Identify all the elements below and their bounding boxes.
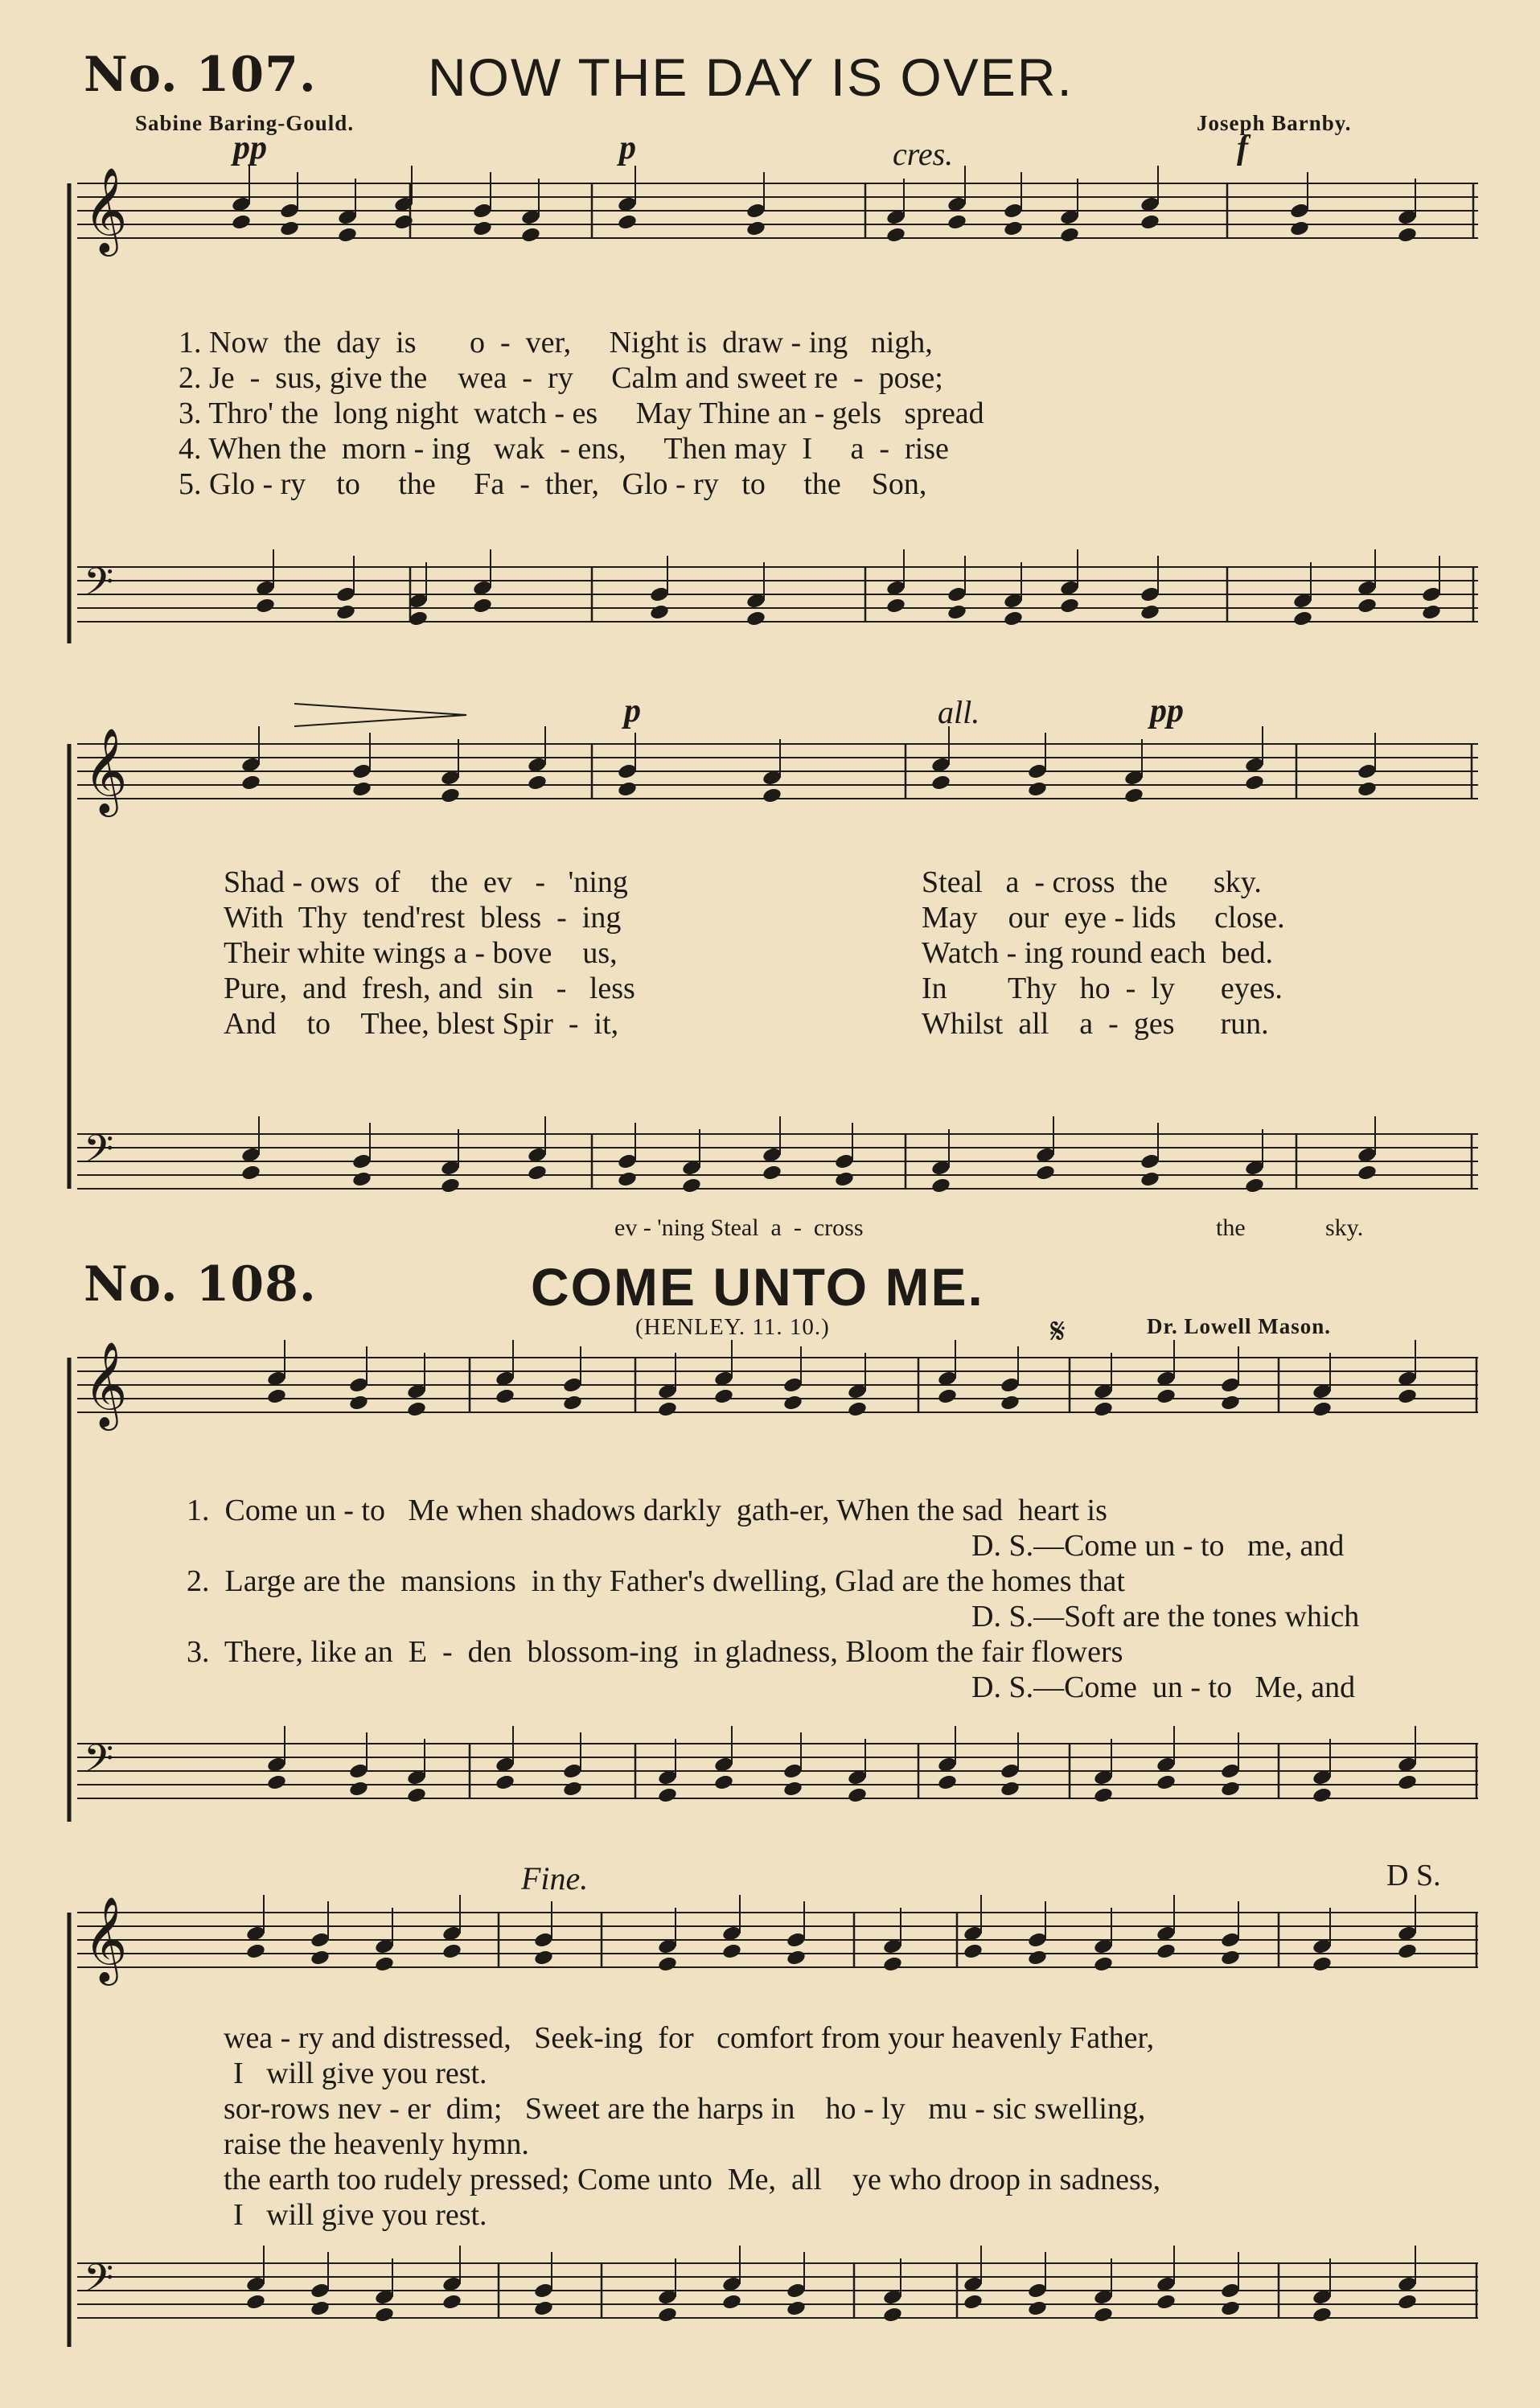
staff-108-2-treble-note <box>1220 1949 1241 1966</box>
staff-108-2-bass-note <box>245 2293 266 2311</box>
staff-108-2-treble-note <box>963 1942 984 1960</box>
staff-108-1-treble-note <box>562 1394 583 1412</box>
staff-108-1-treble-note <box>266 1387 287 1405</box>
staff-107-1-bass-note <box>745 610 766 627</box>
staff-107-1-bass-note <box>649 603 670 621</box>
staff-108-2-bass-note <box>1156 2293 1177 2311</box>
staff-108-2-treble-note <box>1093 1955 1114 1973</box>
staff-108-1-bass-note <box>1093 1786 1114 1804</box>
staff-108-2-bass-note <box>786 2299 807 2317</box>
staff-108-2-treble-note <box>1397 1942 1418 1960</box>
staff-107-1-bass-note <box>885 597 906 614</box>
ds-marking: D S. <box>1386 1859 1441 1892</box>
staff-108-2-bass-note <box>721 2293 742 2311</box>
staff-108-2-bass-note <box>882 2306 903 2324</box>
staff-108-1-bass-note <box>1156 1773 1177 1791</box>
dynamic-p2: p <box>624 692 641 729</box>
staff-108-2-bass-note <box>374 2306 395 2324</box>
bass-clef-icon: 𝄢 <box>84 1736 114 1790</box>
hymn-title-108: COME UNTO ME. <box>531 1257 984 1317</box>
staff-108-1-bass-note <box>782 1780 803 1798</box>
staff-108-1-bass-note <box>937 1773 958 1791</box>
hymn-number-108: No. 108. <box>84 1256 317 1313</box>
bass-word-the: the <box>1216 1214 1246 1241</box>
lyricist-107: Sabine Baring-Gould. <box>135 111 355 135</box>
staff-107-2-bass-note <box>240 1164 261 1181</box>
ds-line: D. S.—Come un - to me, and <box>971 1529 1345 1563</box>
staff-107-1-bass-note <box>1292 610 1313 627</box>
verse-line: Watch - ing round each bed. <box>922 936 1273 970</box>
staff-107-2-treble-note <box>440 787 461 804</box>
staff-108-2-treble-note <box>786 1949 807 1966</box>
verse-line: 5. Glo - ry to the Fa - ther, Glo - ry to the Son, <box>179 467 927 501</box>
verse-line: 3. Thro' the long night watch - es May Thine an - gels spread <box>179 397 984 430</box>
verse-line: 2. Je - sus, give the wea - ry Calm and sweet re - pose; <box>179 361 943 395</box>
staff-107-1-treble-note <box>885 226 906 244</box>
treble-clef-icon: 𝄞 <box>84 1341 128 1427</box>
staff-108-2-bass-note <box>657 2306 678 2324</box>
staff-108-2-bass-note <box>1397 2293 1418 2311</box>
staff-107-1-treble-note <box>520 226 541 244</box>
composer-107: Joseph Barnby. <box>1197 111 1352 135</box>
staff-107-2-treble-note <box>351 780 372 798</box>
staff-107-1-treble-note <box>337 226 358 244</box>
staff-107-2-treble-note <box>1244 774 1265 791</box>
verse-line: Steal a - cross the sky. <box>922 865 1262 899</box>
staff-108-1-treble-note <box>1312 1400 1333 1418</box>
staff-108-1-bass-note <box>1220 1780 1241 1798</box>
bass-clef-icon: 𝄢 <box>84 559 114 614</box>
dynamic-pp2: pp <box>1150 692 1184 729</box>
staff-108-2-treble-note <box>721 1942 742 1960</box>
verse-line: In Thy ho - ly eyes. <box>922 972 1283 1005</box>
staff-108-1-treble-note <box>1156 1387 1177 1405</box>
dynamic-f: f <box>1237 129 1248 166</box>
staff-107-2-bass-note <box>527 1164 548 1181</box>
staff-107-1-bass-note <box>1357 597 1378 614</box>
verse-line: 3. There, like an E - den blossom-ing in gladness, Bloom the fair flowers <box>187 1635 1123 1669</box>
staff-108-1-treble-note <box>1220 1394 1241 1412</box>
staff-107-2-treble-note <box>240 774 261 791</box>
ds-line: D. S.—Soft are the tones which <box>971 1600 1360 1633</box>
staff-108-1-bass-note <box>847 1786 868 1804</box>
verse-line: And to Thee, blest Spir - it, <box>224 1007 619 1041</box>
verse-line: Whilst all a - ges run. <box>922 1007 1269 1041</box>
composer-108: Dr. Lowell Mason. <box>1147 1314 1332 1338</box>
treble-clef-icon: 𝄞 <box>84 166 128 253</box>
staff-107-2-treble-note <box>1357 780 1378 798</box>
staff-108-1-bass-note <box>1000 1780 1021 1798</box>
bass-word-sky: sky. <box>1325 1214 1364 1241</box>
bass-words: ev - 'ning Steal a - cross <box>614 1214 864 1241</box>
dynamic-cres: cres. <box>893 136 954 172</box>
staff-107-2-bass-note <box>930 1177 951 1194</box>
staff-107-1-bass-note <box>1003 610 1024 627</box>
staff-108-2-treble-note <box>882 1955 903 1973</box>
staff-107-2-treble-note <box>930 774 951 791</box>
dynamic-p: p <box>619 129 636 166</box>
bass-clef-icon: 𝄢 <box>84 2255 114 2310</box>
hymn-title-107: NOW THE DAY IS OVER. <box>428 47 1074 107</box>
staff-108-1-bass-note <box>348 1780 369 1798</box>
verse-line: I will give you rest. <box>233 2198 487 2232</box>
staff-108-2-bass-note <box>310 2299 331 2317</box>
staff-107-1-treble-note <box>947 213 967 231</box>
staff-107-1-bass-note <box>947 603 967 621</box>
verse-line: May our eye - lids close. <box>922 901 1285 935</box>
staff-107-2-treble-note <box>762 787 782 804</box>
staff-108-2-bass-note <box>1093 2306 1114 2324</box>
staff-107-1-treble-note <box>1059 226 1080 244</box>
staff-107-1-treble-note <box>279 220 300 237</box>
hymn-number-107: No. 107. <box>84 47 317 103</box>
staff-107-2-bass-note <box>617 1170 638 1188</box>
staff-107-1-bass-note <box>472 597 493 614</box>
decrescendo-hairpin <box>294 704 466 726</box>
staff-108-2-treble-note <box>1312 1955 1333 1973</box>
verse-line: Their white wings a - bove us, <box>224 936 618 970</box>
staff-107-2-bass-note <box>1140 1170 1160 1188</box>
staff-108-2-bass-note <box>1220 2299 1241 2317</box>
staff-107-1-treble-note <box>1003 220 1024 237</box>
dynamic-pp: pp <box>233 129 267 166</box>
staff-107-1-treble-note <box>1397 226 1418 244</box>
staff-108-1-treble-note <box>713 1387 734 1405</box>
staff-108-2-treble-note <box>374 1955 395 1973</box>
staff-107-2-bass-note <box>1244 1177 1265 1194</box>
staff-108-1-treble-note <box>782 1394 803 1412</box>
segno-icon: 𝄋 <box>1050 1311 1066 1352</box>
verse-line: 2. Large are the mansions in thy Father's dwelling, Glad are the homes that <box>187 1564 1125 1598</box>
staff-107-2-bass-note <box>681 1177 702 1194</box>
staff-108-1-treble-note <box>1093 1400 1114 1418</box>
staff-107-1-bass-note <box>335 603 356 621</box>
staff-107-2-treble-note <box>527 774 548 791</box>
staff-107-1-treble-note <box>745 220 766 237</box>
staff-107-2-bass-note <box>1035 1164 1056 1181</box>
staff-108-2-bass-note <box>441 2293 462 2311</box>
verse-line: 1. Now the day is o - ver, Night is draw - ing nigh, <box>179 326 933 360</box>
staff-108-2-bass-note <box>963 2293 984 2311</box>
staff-107-1-treble-note <box>1289 220 1310 237</box>
staff-108-2-treble-note <box>310 1949 331 1966</box>
verse-line: wea - ry and distressed, Seek-ing for comfort from your heavenly Father, <box>224 2021 1155 2055</box>
tune-name-108: (HENLEY. 11. 10.) <box>635 1314 830 1340</box>
staff-107-2-bass-note <box>834 1170 855 1188</box>
staff-108-2-treble-note <box>1027 1949 1048 1966</box>
staff-107-1-bass-note <box>1421 603 1442 621</box>
staff-108-2-bass-note <box>1027 2299 1048 2317</box>
staff-108-2-treble-note <box>245 1942 266 1960</box>
staff-108-1-treble-note <box>937 1387 958 1405</box>
verse-line: raise the heavenly hymn. <box>224 2127 529 2161</box>
staff-108-1-treble-note <box>847 1400 868 1418</box>
staff-107-1-treble-note <box>617 213 638 231</box>
dynamic-all: all. <box>938 694 980 730</box>
verse-line: 4. When the morn - ing wak - ens, Then may I a - rise <box>179 432 949 466</box>
fine-marking: Fine. <box>521 1860 589 1896</box>
staff-108-1-treble-note <box>495 1387 515 1405</box>
staff-107-1-treble-note <box>1140 213 1160 231</box>
treble-clef-icon: 𝄞 <box>84 1896 128 1982</box>
staff-108-2-treble-note <box>533 1949 554 1966</box>
staff-108-1-treble-note <box>657 1400 678 1418</box>
staff-108-1-bass-note <box>657 1786 678 1804</box>
staff-108-2-treble-note <box>657 1955 678 1973</box>
staff-108-2-treble-note <box>1156 1942 1177 1960</box>
staff-108-1-treble-note <box>1397 1387 1418 1405</box>
treble-clef-icon: 𝄞 <box>84 727 128 813</box>
staff-107-2-bass-note <box>1357 1164 1378 1181</box>
staff-108-1-bass-note <box>406 1786 427 1804</box>
staff-107-1-bass-note <box>255 597 276 614</box>
ds-line: D. S.—Come un - to Me, and <box>971 1670 1356 1704</box>
staff-108-1-treble-note <box>348 1394 369 1412</box>
staff-108-1-bass-note <box>266 1773 287 1791</box>
staff-108-1-treble-note <box>1000 1394 1021 1412</box>
verse-line: With Thy tend'rest bless - ing <box>224 901 622 935</box>
staff-108-1-bass-note <box>562 1780 583 1798</box>
staff-107-2-bass-note <box>440 1177 461 1194</box>
staff-107-1-treble-note <box>472 220 493 237</box>
staff-108-2-treble-note <box>441 1942 462 1960</box>
staff-108-1-bass-note <box>495 1773 515 1791</box>
verse-line: Pure, and fresh, and sin - less <box>224 972 635 1005</box>
staff-107-2-treble-note <box>617 780 638 798</box>
staff-107-1-bass-note <box>1140 603 1160 621</box>
bass-clef-icon: 𝄢 <box>84 1126 114 1181</box>
verse-line: sor-rows nev - er dim; Sweet are the harps in ho - ly mu - sic swelling, <box>224 2092 1146 2126</box>
staff-107-1-bass-note <box>1059 597 1080 614</box>
staff-108-1-bass-note <box>1312 1786 1333 1804</box>
verse-line: the earth too rudely pressed; Come unto Me, all ye who droop in sadness, <box>224 2163 1161 2196</box>
verse-line: Shad - ows of the ev - 'ning <box>224 865 628 899</box>
staff-108-2-bass-note <box>1312 2306 1333 2324</box>
staff-107-2-treble-note <box>1123 787 1144 804</box>
staff-107-1-treble-note <box>231 213 252 231</box>
staff-108-1-treble-note <box>406 1400 427 1418</box>
staff-107-2-treble-note <box>1027 780 1048 798</box>
verse-line: 1. Come un - to Me when shadows darkly gath-er, When the sad heart is <box>187 1494 1107 1527</box>
verse-line: I will give you rest. <box>233 2057 487 2090</box>
staff-108-2-bass-note <box>533 2299 554 2317</box>
staff-107-2-bass-note <box>351 1170 372 1188</box>
staff-107-2-bass-note <box>762 1164 782 1181</box>
staff-108-1-bass-note <box>713 1773 734 1791</box>
staff-108-1-bass-note <box>1397 1773 1418 1791</box>
